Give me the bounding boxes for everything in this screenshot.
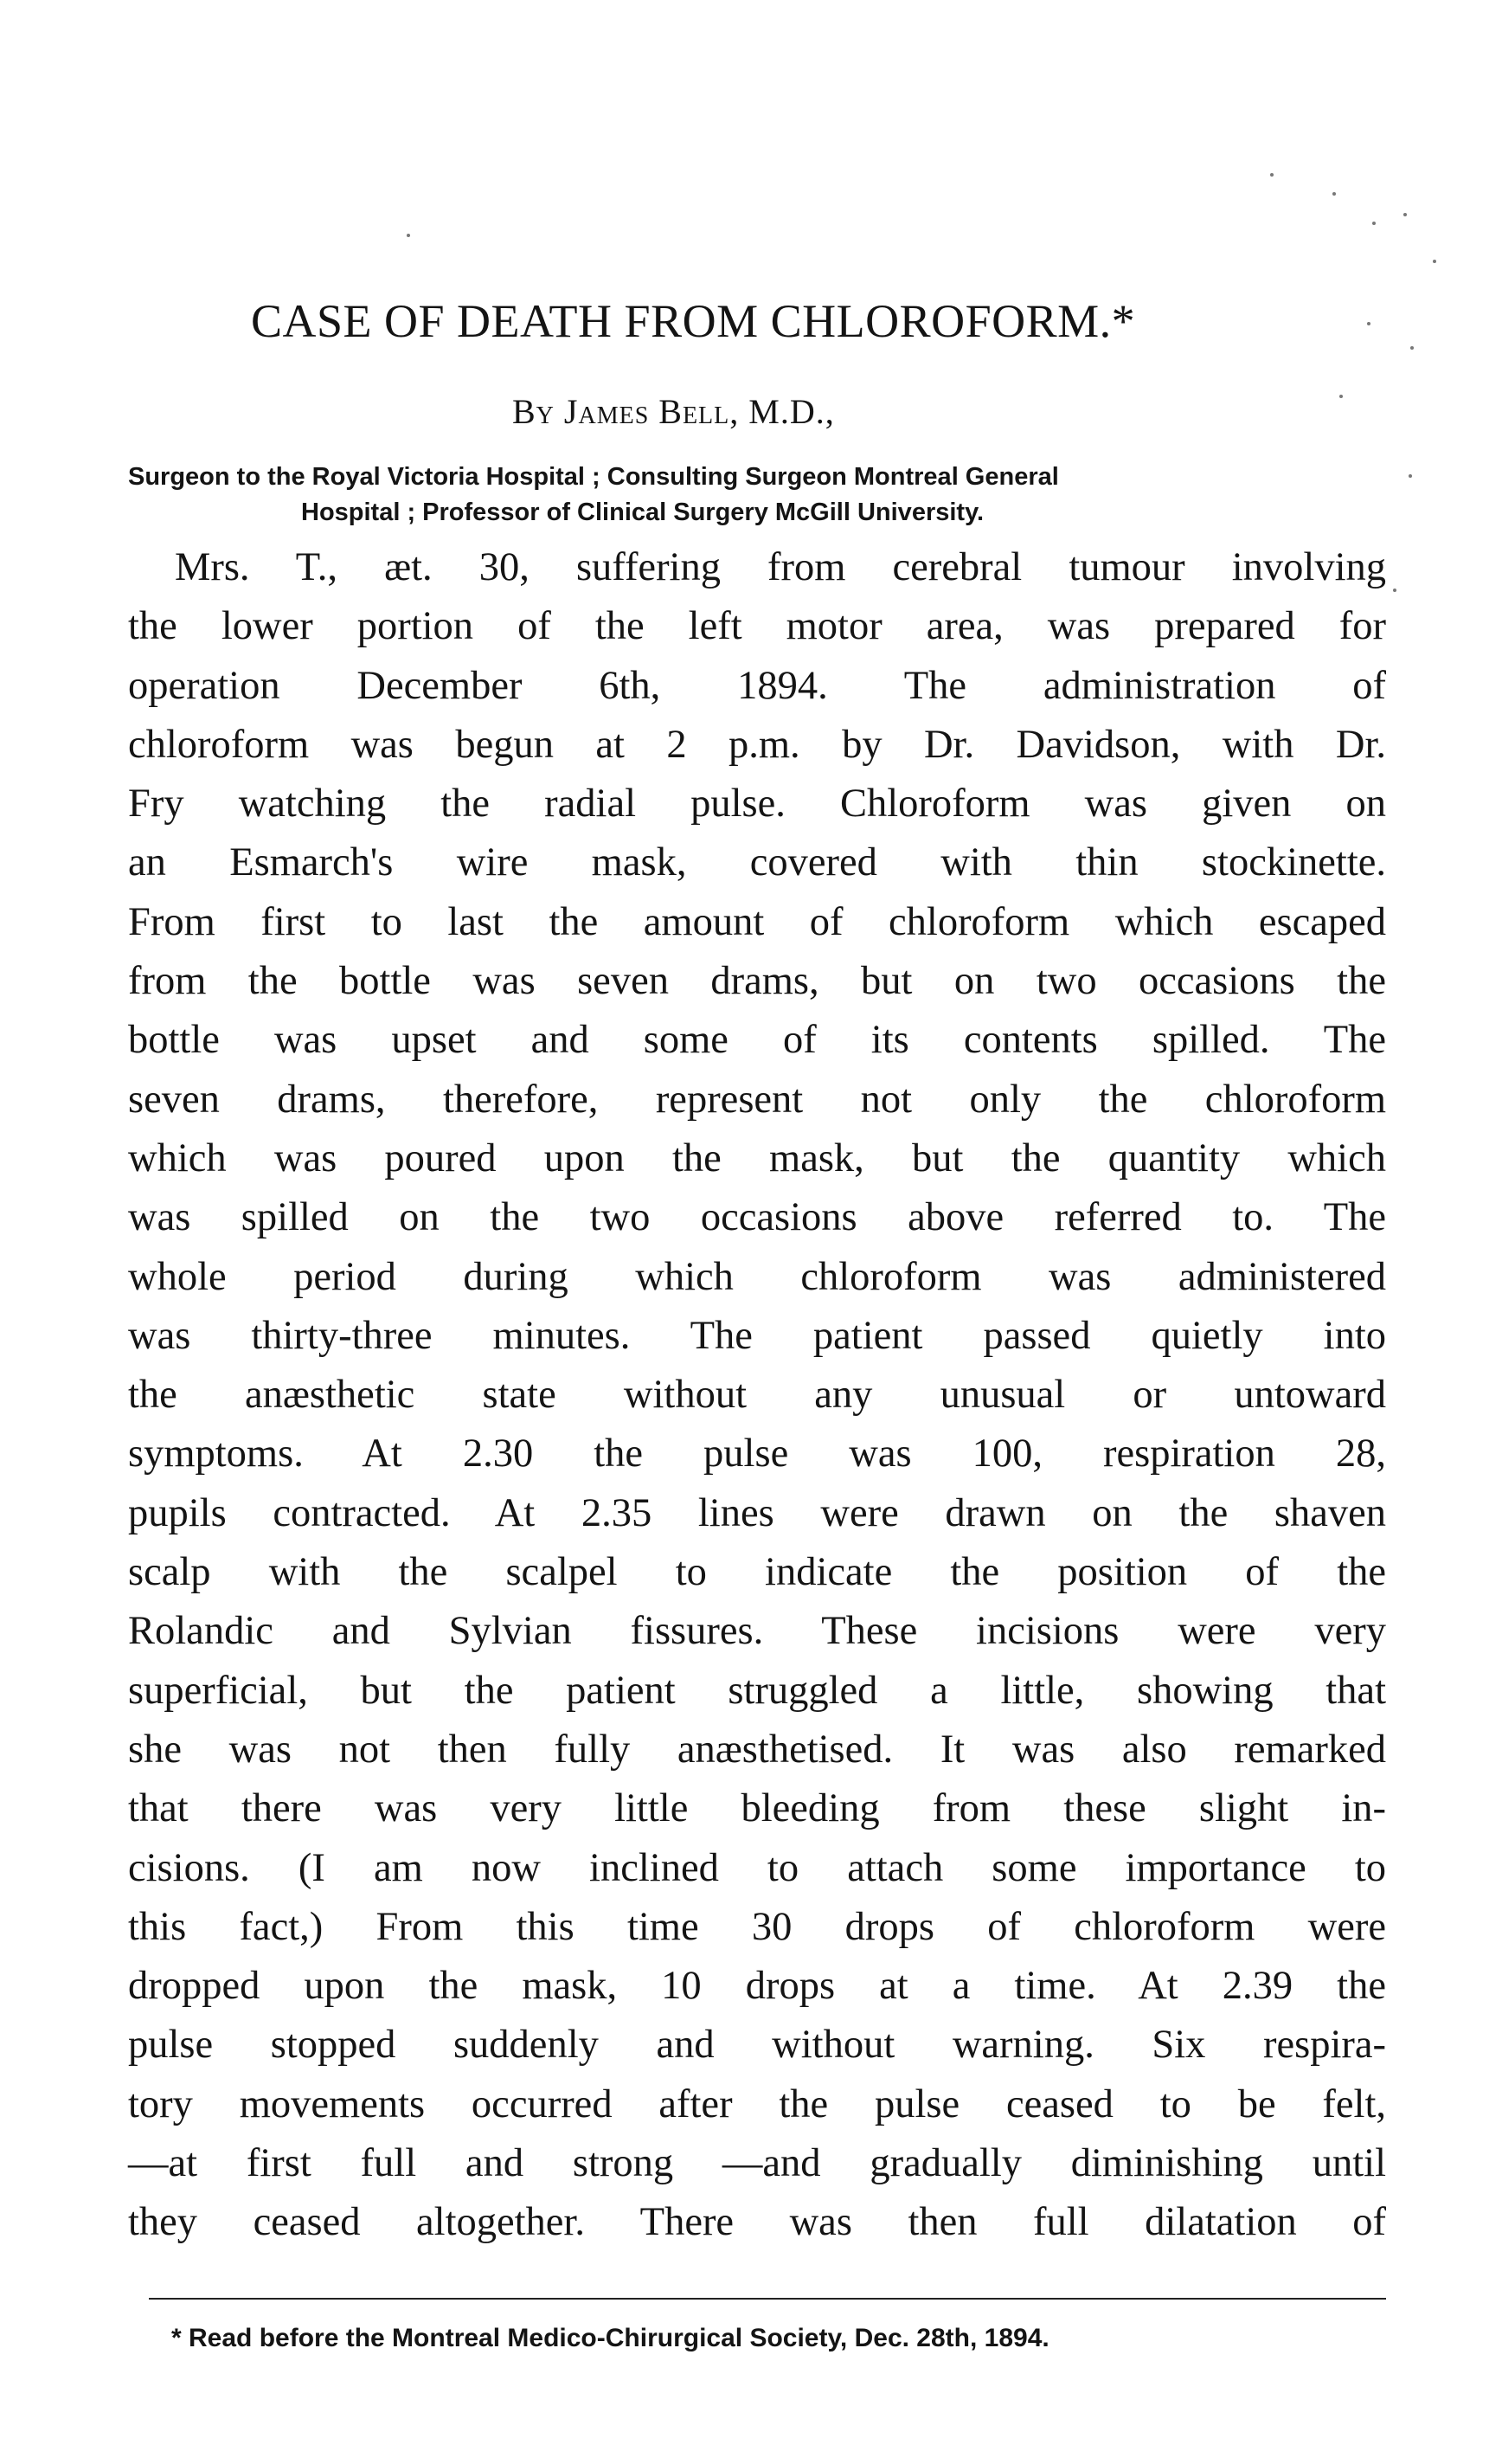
body-line: —at first full and strong —and gradually diminishing until <box>128 2141 1386 2186</box>
footnote: * Read before the Montreal Medico-Chirurgical Society, Dec. 28th, 1894. <box>171 2324 1049 2352</box>
body-line: an Esmarch's wire mask, covered with thin stockinette. <box>128 840 1386 885</box>
body-line: superficial, but the patient struggled a little, showing that <box>128 1668 1386 1713</box>
scan-speck <box>1393 589 1396 592</box>
body-line: From first to last the amount of chloroform which escaped <box>128 899 1386 944</box>
scan-speck <box>1367 322 1370 325</box>
body-line: they ceased altogether. There was then full dilatation of <box>128 2200 1386 2245</box>
article-title: CASE OF DEATH FROM CHLOROFORM.* <box>251 295 1136 347</box>
body-line: pulse stopped suddenly and without warning. Six respira- <box>128 2023 1386 2068</box>
body-line: she was not then fully anæsthetised. It was also remarked <box>128 1727 1386 1772</box>
body-line: the lower portion of the left motor area, was prepared for <box>128 604 1386 649</box>
footnote-divider <box>149 2298 1386 2300</box>
scan-speck <box>1332 192 1336 196</box>
scan-speck <box>1409 474 1412 478</box>
scan-speck <box>1372 222 1376 225</box>
body-line: Mrs. T., æt. 30, suffering from cerebral tumour involving <box>175 545 1386 589</box>
body-line: chloroform was begun at 2 p.m. by Dr. Davidson, with Dr. <box>128 722 1386 767</box>
author-affiliation-line-2: Hospital ; Professor of Clinical Surgery McGill University. <box>301 499 985 526</box>
body-line: Rolandic and Sylvian fissures. These incisions were very <box>128 1609 1386 1654</box>
scan-speck <box>1270 173 1274 177</box>
body-line: tory movements occurred after the pulse ceased to be felt, <box>128 2081 1386 2126</box>
body-line: was thirty-three minutes. The patient passed quietly into <box>128 1313 1386 1358</box>
body-line: seven drams, therefore, represent not only the chloroform <box>128 1077 1386 1122</box>
article-body <box>128 538 1386 2253</box>
body-line: scalp with the scalpel to indicate the position of the <box>128 1550 1386 1595</box>
body-line: dropped upon the mask, 10 drops at a time. At 2.39 the <box>128 1964 1386 2009</box>
body-line: the anæsthetic state without any unusual or untoward <box>128 1373 1386 1418</box>
body-line: symptoms. At 2.30 the pulse was 100, respiration 28, <box>128 1431 1386 1476</box>
body-line: this fact,) From this time 30 drops of chloroform were <box>128 1904 1386 1949</box>
body-line: that there was very little bleeding from these slight in- <box>128 1786 1386 1831</box>
author-affiliation-line-1: Surgeon to the Royal Victoria Hospital ; Consulting Surgeon Montreal General <box>128 463 1059 491</box>
body-line: from the bottle was seven drams, but on two occasions the <box>128 959 1386 1004</box>
body-line: whole period during which chloroform was administered <box>128 1254 1386 1299</box>
scan-speck <box>1410 346 1414 350</box>
scan-speck <box>1339 395 1343 398</box>
scan-speck <box>407 234 410 237</box>
scan-speck <box>1403 213 1407 216</box>
body-line: was spilled on the two occasions above referred to. The <box>128 1195 1386 1240</box>
body-line: cisions. (I am now inclined to attach some importance to <box>128 1845 1386 1890</box>
body-line: Fry watching the radial pulse. Chloroform was given on <box>128 782 1386 827</box>
author-byline: By James Bell, M.D., <box>512 392 835 431</box>
scan-speck <box>1433 260 1436 263</box>
body-line: which was poured upon the mask, but the quantity which <box>128 1135 1386 1181</box>
body-line: bottle was upset and some of its contents spilled. The <box>128 1018 1386 1063</box>
body-line: pupils contracted. At 2.35 lines were drawn on the shaven <box>128 1490 1386 1535</box>
body-line: operation December 6th, 1894. The administration of <box>128 663 1386 708</box>
